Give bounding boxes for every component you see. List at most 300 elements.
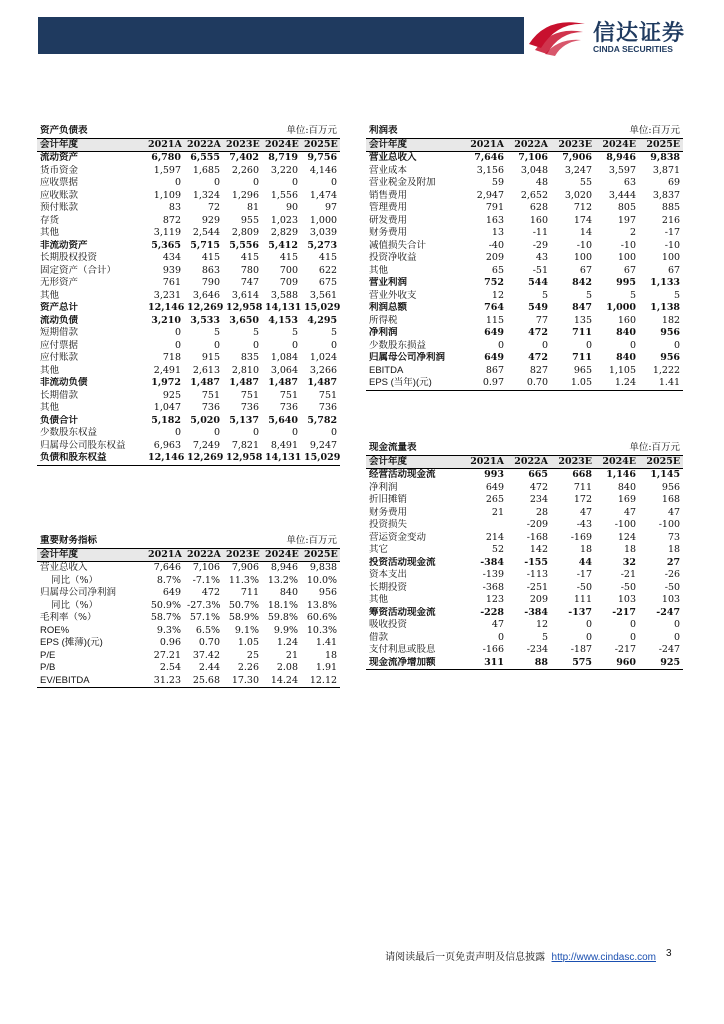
row-value: 12 [491, 289, 504, 301]
row-value: 1,487 [307, 377, 338, 389]
row-label: 应付票据 [40, 339, 79, 351]
column-header: 2021A [145, 548, 184, 562]
row-label: 应收票据 [40, 177, 79, 189]
row-value: 47 [667, 506, 681, 518]
row-value: 50.9% [150, 599, 181, 611]
cash-flow-table [366, 442, 683, 670]
row-label: 应付账款 [40, 352, 79, 364]
table-row [37, 377, 340, 390]
row-value: 3,533 [190, 314, 221, 326]
row-value: 0.70 [507, 377, 551, 390]
table-row [37, 415, 340, 428]
row-value: 665 [528, 469, 549, 481]
row-value: 25 [246, 649, 260, 661]
column-header: 2024E [262, 548, 301, 562]
row-label: 少数股东权益 [40, 427, 98, 439]
row-value: 711 [240, 587, 260, 599]
table-row [37, 587, 340, 600]
row-value: 12,958 [223, 452, 262, 465]
row-value: 805 [617, 202, 637, 214]
row-value: 88 [507, 657, 551, 670]
table-header-row [366, 455, 683, 469]
row-value: -29 [532, 239, 549, 251]
row-label: 筹资活动现金流 [369, 606, 436, 618]
row-value: 925 [639, 657, 683, 670]
row-value: -50 [576, 581, 593, 593]
row-value: 0 [497, 339, 504, 351]
row-value: 780 [240, 264, 260, 276]
table-row [366, 152, 683, 165]
row-value: 0 [252, 177, 260, 189]
row-label: EBITDA [369, 364, 404, 376]
row-value: 7,906 [562, 152, 593, 164]
row-value: 60.6% [306, 612, 338, 624]
row-value: 718 [162, 352, 181, 364]
table-header-row [366, 138, 683, 152]
row-value: 7,821 [231, 439, 260, 451]
row-value: 0 [674, 619, 681, 631]
table-row [37, 340, 340, 353]
row-value: 197 [617, 214, 637, 226]
row-value: -17 [576, 569, 593, 581]
row-value: 840 [279, 587, 299, 599]
table-row [366, 569, 683, 582]
row-value: 0 [174, 339, 181, 351]
row-label: 支付利息或股息 [369, 644, 436, 656]
table-title-row [366, 125, 683, 138]
table-unit: 单位:百万元 [223, 535, 340, 548]
row-value: 1.24 [276, 637, 299, 649]
table-row [37, 427, 340, 440]
row-value: 5 [252, 327, 260, 339]
row-value: 9.3% [156, 624, 181, 636]
row-value: 3,614 [231, 289, 260, 301]
row-label: 净利润 [369, 481, 398, 493]
table-row [366, 507, 683, 520]
row-value: 0 [497, 631, 504, 643]
row-value: 216 [661, 214, 681, 226]
logo-english-name: CINDA SECURITIES [593, 44, 673, 54]
row-value: 100 [573, 252, 593, 264]
row-value: 2,544 [192, 227, 221, 239]
table-row [366, 315, 683, 328]
row-label: 研发费用 [369, 214, 408, 226]
row-value: -10 [664, 239, 681, 251]
row-value: 0 [291, 339, 299, 351]
row-label: 非流动负债 [40, 377, 88, 389]
table-row [366, 632, 683, 645]
row-value: 265 [485, 494, 504, 506]
row-value: 100 [617, 252, 637, 264]
row-value: 5 [674, 289, 681, 301]
table-row [37, 265, 340, 278]
row-value: -113 [526, 569, 549, 581]
row-value: 4,153 [268, 314, 299, 326]
table-row [366, 252, 683, 265]
row-value: 1,487 [229, 377, 260, 389]
row-value: -384 [524, 606, 549, 618]
table-row [37, 575, 340, 588]
table-title-row [366, 442, 683, 455]
disclaimer-text: 请阅读最后一页免责声明及信息披露 [385, 952, 546, 963]
row-value: 111 [573, 594, 593, 606]
row-value: 1,138 [650, 302, 681, 314]
row-value: 0 [585, 619, 593, 631]
row-value: 712 [573, 202, 593, 214]
row-value: 6,963 [153, 439, 181, 451]
row-label: 管理费用 [369, 202, 408, 214]
row-value: 415 [240, 252, 260, 264]
row-value: 14.24 [262, 675, 301, 688]
balance-sheet-table [37, 125, 340, 466]
row-label: 无形资产 [40, 277, 79, 289]
row-value: 8,491 [270, 439, 299, 451]
row-value: -100 [614, 519, 637, 531]
row-value: 0 [674, 339, 681, 351]
row-value: 12,269 [187, 302, 224, 314]
row-label: 营运资金变动 [369, 531, 427, 543]
row-label: 短期借款 [40, 327, 79, 339]
row-value: 0 [291, 427, 299, 439]
row-value: 867 [485, 364, 504, 376]
row-label: 少数股东损益 [369, 339, 427, 351]
row-value: 472 [201, 587, 221, 599]
row-value: -209 [526, 519, 549, 531]
row-value: 700 [279, 264, 299, 276]
row-label: EPS (当年)(元) [366, 377, 463, 390]
row-value: 668 [572, 469, 593, 481]
row-value: -26 [664, 569, 681, 581]
row-value: 0.96 [159, 637, 181, 649]
row-value: 956 [661, 481, 681, 493]
column-header: 2021A [145, 138, 184, 152]
row-value: 9,247 [309, 439, 338, 451]
table-row [37, 440, 340, 453]
row-value: 1.41 [639, 377, 683, 390]
row-label: 其它 [369, 544, 389, 556]
table-row [366, 190, 683, 203]
row-value: 0 [213, 177, 221, 189]
logo-chinese-name: 信达证券 [593, 21, 686, 46]
row-value: 751 [279, 389, 299, 401]
row-value: 711 [572, 327, 593, 339]
row-label: 营业总收入 [369, 152, 417, 164]
row-value: 65 [491, 264, 504, 276]
row-value: 840 [616, 327, 637, 339]
row-value: -368 [482, 581, 504, 593]
row-value: 9.9% [273, 624, 299, 636]
table-row [366, 469, 683, 482]
row-label: 投资活动现金流 [369, 556, 436, 568]
row-value: 885 [661, 202, 681, 214]
row-value: 0 [291, 177, 299, 189]
row-value: 847 [572, 302, 593, 314]
row-value: 5,020 [190, 414, 221, 426]
row-value: 0.70 [198, 637, 221, 649]
row-value: 827 [529, 364, 549, 376]
row-value: 13.8% [306, 599, 338, 611]
row-value: 956 [318, 587, 338, 599]
column-header: 2021A [463, 138, 507, 152]
row-value: 124 [617, 531, 637, 543]
row-value: 69 [667, 177, 681, 189]
table-row [366, 544, 683, 557]
row-value: 12 [535, 619, 549, 631]
row-value: -168 [526, 531, 549, 543]
row-value: 3,119 [153, 227, 181, 239]
row-label: 长期投资 [369, 581, 408, 593]
column-header: 2022A [507, 138, 551, 152]
row-value: 5 [541, 631, 549, 643]
row-value: 0 [174, 177, 181, 189]
row-value: 27 [666, 556, 681, 568]
row-value: 544 [528, 277, 549, 289]
row-value: 27.21 [153, 649, 181, 661]
row-value: 58.9% [228, 612, 260, 624]
row-value: 1,145 [650, 469, 681, 481]
row-value: 67 [623, 264, 637, 276]
column-header: 2025E [301, 548, 340, 562]
row-value: 415 [201, 252, 221, 264]
row-value: 1,324 [192, 189, 221, 201]
row-label: 投资损失 [369, 519, 408, 531]
table-row [366, 619, 683, 632]
row-value: 434 [162, 252, 181, 264]
row-value: 0 [629, 631, 637, 643]
row-value: -169 [570, 531, 593, 543]
row-label: 利润总额 [369, 302, 408, 314]
row-value: 47 [623, 506, 637, 518]
table-row [37, 625, 340, 638]
table-unit: 单位:百万元 [551, 442, 683, 455]
row-value: -50 [664, 581, 681, 593]
row-value: 1.91 [315, 662, 338, 674]
row-value: 965 [573, 364, 593, 376]
website-link[interactable]: http://www.cindasc.com [551, 952, 656, 963]
row-value: 472 [528, 327, 549, 339]
row-value: 915 [201, 352, 221, 364]
table-row [366, 227, 683, 240]
row-value: 1.24 [595, 377, 639, 390]
header-banner [38, 17, 524, 54]
row-value: 3,220 [270, 164, 299, 176]
row-value: 9,838 [650, 152, 681, 164]
row-value: 0 [331, 427, 338, 439]
row-value: 135 [573, 314, 593, 326]
row-value: 1,023 [270, 214, 299, 226]
row-value: 1,133 [650, 277, 681, 289]
row-label: EV/EBITDA [37, 675, 145, 688]
row-value: 123 [485, 594, 504, 606]
table-header-row [37, 548, 340, 562]
row-value: 0 [629, 339, 637, 351]
row-value: 761 [162, 277, 181, 289]
row-value: 3,156 [476, 164, 504, 176]
row-value: 3,871 [652, 164, 681, 176]
row-value: 1,685 [192, 164, 221, 176]
row-value: 3,597 [608, 164, 637, 176]
row-value: 59 [491, 177, 504, 189]
column-header: 2025E [639, 138, 683, 152]
table-row [37, 240, 340, 253]
row-value: 31.23 [145, 675, 184, 688]
row-value: 8,946 [270, 562, 299, 574]
row-label: 归属母公司净利润 [369, 352, 446, 364]
row-value: 13 [491, 227, 504, 239]
row-value: 5 [331, 327, 338, 339]
row-label: 所得税 [369, 314, 398, 326]
row-value: 709 [279, 277, 299, 289]
row-value: 3,048 [520, 164, 549, 176]
row-value: 209 [529, 594, 549, 606]
row-value: 7,646 [474, 152, 504, 164]
row-value: 472 [529, 481, 549, 493]
row-value: 925 [162, 389, 181, 401]
column-header: 会计年度 [366, 138, 463, 152]
table-row [37, 202, 340, 215]
row-value: 81 [246, 202, 260, 214]
row-label: 负债合计 [40, 414, 79, 426]
row-value: 549 [528, 302, 549, 314]
row-value: 0 [174, 327, 181, 339]
row-value: -51 [532, 264, 549, 276]
row-value: 67 [579, 264, 593, 276]
table-row [37, 215, 340, 228]
row-value: 83 [168, 202, 181, 214]
table-row [366, 177, 683, 190]
table-row [366, 215, 683, 228]
row-value: 840 [616, 352, 637, 364]
row-label: 营业税金及附加 [369, 177, 436, 189]
table-header-row [37, 138, 340, 152]
column-header: 2024E [595, 455, 639, 469]
row-label: 折旧摊销 [369, 494, 408, 506]
row-value: 214 [485, 531, 504, 543]
table-title-row [37, 535, 340, 548]
row-value: -40 [488, 239, 504, 251]
row-value: 7,106 [518, 152, 549, 164]
table-row [366, 519, 683, 532]
table-row [366, 340, 683, 353]
table-row [37, 152, 340, 165]
column-header: 2024E [262, 138, 301, 152]
row-value: 15,029 [304, 302, 341, 314]
table-row [366, 557, 683, 570]
row-value: -50 [620, 581, 637, 593]
row-value: -43 [576, 519, 593, 531]
row-value: 4,295 [307, 314, 338, 326]
row-value: 1,474 [309, 189, 338, 201]
row-value: 711 [572, 352, 593, 364]
row-label: 其他 [40, 289, 60, 301]
row-label: 资本支出 [369, 569, 408, 581]
row-value: -247 [658, 644, 681, 656]
row-value: 0 [674, 631, 681, 643]
row-label: 同比（%） [51, 599, 99, 611]
row-label: 流动资产 [40, 152, 79, 164]
row-value: 15,029 [301, 452, 340, 465]
column-header: 2022A [184, 138, 223, 152]
row-value: 7,906 [231, 562, 260, 574]
row-value: 842 [572, 277, 593, 289]
row-value: 736 [318, 402, 338, 414]
row-value: 168 [661, 494, 681, 506]
row-value: -155 [524, 556, 549, 568]
row-label: 减值损失合计 [369, 239, 427, 251]
row-value: 37.42 [192, 649, 221, 661]
row-label: 销售费用 [369, 189, 408, 201]
row-value: 58.7% [150, 612, 181, 624]
row-label: 固定资产（合计） [40, 264, 117, 276]
row-value: 0 [331, 177, 338, 189]
row-value: 32 [622, 556, 637, 568]
row-value: 1.05 [551, 377, 595, 390]
row-value: 5,182 [151, 414, 181, 426]
row-value: 182 [661, 314, 681, 326]
row-value: 0 [252, 339, 260, 351]
row-label: 净利润 [369, 327, 398, 339]
table-row [37, 227, 340, 240]
row-value: 5,365 [151, 239, 181, 251]
row-value: 415 [318, 252, 338, 264]
row-label: ROE% [40, 624, 70, 636]
row-value: 752 [484, 277, 504, 289]
row-value: 1.41 [315, 637, 338, 649]
table-row [37, 327, 340, 340]
row-value: -27.3% [187, 599, 221, 611]
row-label: 现金流净增加额 [366, 657, 463, 670]
row-value: 2,260 [231, 164, 260, 176]
row-value: 5,715 [190, 239, 221, 251]
row-value: 929 [201, 214, 221, 226]
company-logo [527, 14, 697, 58]
row-value: 2,613 [192, 364, 221, 376]
row-value: 12,146 [148, 302, 184, 314]
row-value: -228 [480, 606, 504, 618]
row-value: 21 [491, 506, 504, 518]
row-value: 1,000 [309, 214, 338, 226]
row-label: 其他 [40, 227, 60, 239]
row-value: 28 [535, 506, 549, 518]
row-value: 835 [240, 352, 260, 364]
row-value: 3,266 [309, 364, 338, 376]
row-label: 吸收投资 [369, 619, 408, 631]
row-value: 711 [573, 481, 593, 493]
row-value: 6.5% [195, 624, 221, 636]
table-row [37, 650, 340, 663]
table-row [37, 315, 340, 328]
row-value: 18 [667, 544, 681, 556]
footer-notice [385, 948, 656, 963]
column-header: 会计年度 [37, 138, 145, 152]
row-value: 10.0% [306, 574, 338, 586]
row-value: 4,146 [309, 164, 338, 176]
row-value: 5,640 [268, 414, 299, 426]
row-value: 5,273 [307, 239, 338, 251]
row-value: 736 [201, 402, 221, 414]
table-title: 重要财务指标 [37, 535, 223, 548]
row-label: 经营活动现金流 [369, 469, 436, 481]
table-row [366, 290, 683, 303]
row-label: 预付账款 [40, 202, 79, 214]
row-label: 流动负债 [40, 314, 79, 326]
row-value: 0 [213, 427, 221, 439]
row-value: 77 [535, 314, 549, 326]
table-row [37, 177, 340, 190]
row-value: 5 [629, 289, 637, 301]
table-row [37, 165, 340, 178]
row-value: 1,084 [270, 352, 299, 364]
